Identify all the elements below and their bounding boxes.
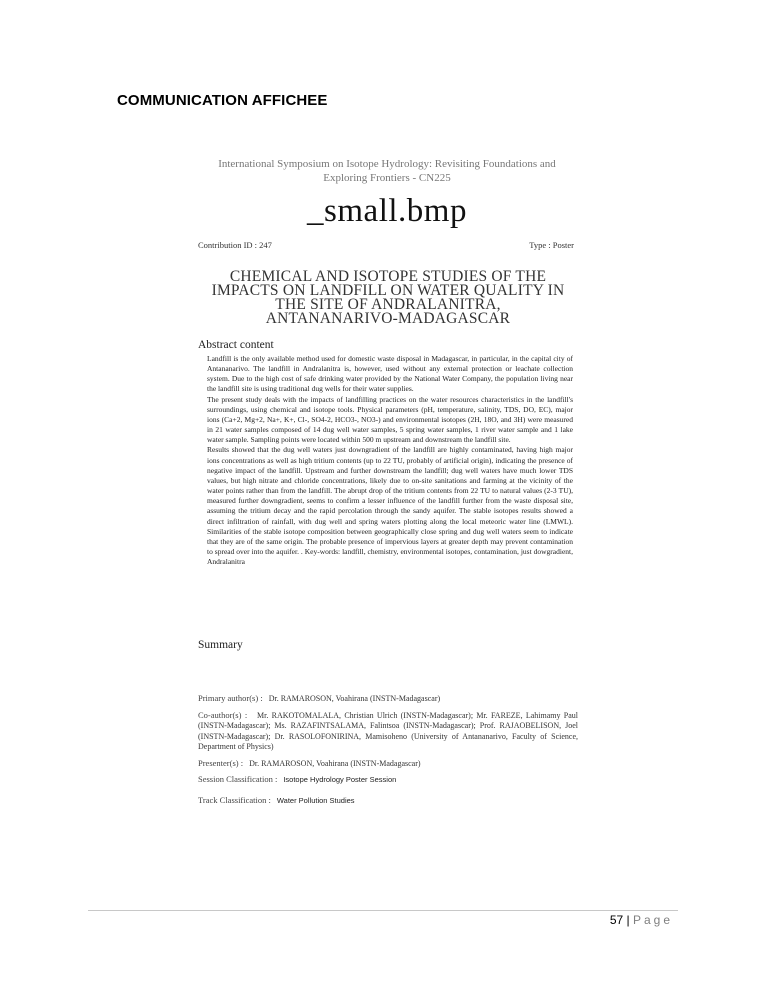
footer-separator: | (623, 913, 633, 927)
presenter-label: Presenter(s) : (198, 757, 244, 768)
coauthors-label: Co-author(s) : (198, 709, 248, 720)
abstract-heading: Abstract content (198, 339, 274, 351)
paper-title-line: THE SITE OF ANDRALANITRA, (275, 296, 501, 313)
coauthors: Mr. RAKOTOMALALA, Christian Ulrich (INSTN-Madagascar); Mr. FAREZE, Lahimamy Paul (INSTN-Madagascar); Ms. RAZAFINTSALAMA, Falintsoa (INSTN-Madagascar); Prof. RAJAOBELISON, Joel (INSTN-Madagascar); Dr. RASOLOFONIRINA, Mamisoheno (University of Antananarivo, Faculty of Science, Department of Physics) (198, 710, 578, 751)
abstract-paragraph: Landfill is the only available method used for domestic waste disposal in Madagascar, in particular, in the capital city of Antananarivo. The landfill in Andralanitra is, however, used without any external protection or leachate collection system. Due to the high cost of safe drinking water provided by the National Water Company, the population living near the landfill site is using traditional dug wells for their water supplies. (207, 354, 573, 394)
paper-title (198, 270, 578, 326)
author-block (198, 693, 578, 811)
primary-author-label: Primary author(s) : (198, 693, 263, 703)
section-header: COMMUNICATION AFFICHEE (117, 92, 328, 109)
contribution-type: Type : Poster (529, 240, 574, 250)
track-label: Track Classification : (198, 794, 271, 805)
presenter-line (198, 758, 578, 770)
page-footer (610, 913, 673, 927)
session-label: Session Classification : (198, 774, 278, 784)
paper-title-line: ANTANANARIVO-MADAGASCAR (265, 310, 511, 327)
contribution-id: Contribution ID : 247 (198, 240, 272, 250)
conference-title (198, 157, 576, 185)
image-placeholder-text: _small.bmp (307, 193, 467, 229)
abstract-paragraph: Results showed that the dug well waters just downgradient of the landfill are highly contaminated, having high major ions concentrations as well as high tritium contents (up to 22 TU, probably of artificial origin), indicating the presence of negative impact of the landfill. Upstream and further downstream the landfill; dug well waters have much lower TDS values, but high nitrate and chloride concentrations, likely due to on-site sanitations and farming at the vicinity of the water points rather than from the landfill. The abrupt drop of the tritium contents from 22 TU to natural values (2-3 TU), measured further downgradient, seems to confirm a lesser influence of the landfill further from the waste disposal site, assuming the tritium decay and the rapid percolation through the sandy aquifer. The stable isotopes results showed a direct infiltration of rainfall, with dug well and spring waters plotting along the local meteoric water line (LMWL). Similarities of the stable isotope composition between geographically close spring and dug well waters seem to indicate that they are of the same origin. The probable presence of impervious layers at greater depth may prevent contamination to spread over into the aquifer. . Key-words: landfill, chemistry, environmental isotopes, contamination, just dowgradient, Andralanitra (207, 445, 573, 567)
primary-author-line (198, 693, 578, 705)
footer-divider (88, 910, 678, 911)
session-line (198, 774, 578, 786)
primary-author: Dr. RAMAROSON, Voahirana (INSTN-Madagascar) (268, 694, 441, 703)
conference-title-line-2: Exploring Frontiers - CN225 (323, 172, 451, 184)
track-line (198, 795, 578, 807)
coauthors-line (198, 710, 578, 753)
summary-heading: Summary (198, 639, 243, 651)
conference-title-line-1: International Symposium on Isotope Hydrology: Revisiting Foundations and (218, 158, 556, 170)
abstract-body (207, 354, 573, 567)
paper-title-line: CHEMICAL AND ISOTOPE STUDIES OF THE (229, 268, 547, 285)
track-classification: Water Pollution Studies (276, 795, 355, 805)
session-classification: Isotope Hydrology Poster Session (283, 775, 397, 784)
page-number: 57 (609, 913, 624, 927)
paper-title-line: IMPACTS ON LANDFILL ON WATER QUALITY IN (211, 282, 565, 299)
page-word: Page (632, 913, 673, 927)
presenter: Dr. RAMAROSON, Voahirana (INSTN-Madagascar) (249, 758, 421, 768)
contribution-meta (198, 240, 574, 250)
abstract-paragraph: The present study deals with the impacts of landfilling practices on the water resources characteristics in the landfill's surroundings, using chemical and isotope tools. Physical parameters (pH, temperature, salinity, TDS, DO, EC), major ions (Ca+2, Mg+2, Na+, K+, Cl-, SO4-2, HCO3-, NO3-) and environmental isotopes (2H, 18O, and 3H) were measured in 21 water samples composed of 14 dug well water samples, 5 spring water samples, 1 river water sample and 1 lake water sample. Sampling points were located within 500 m upstream and downstream the landfill site. (207, 394, 573, 445)
